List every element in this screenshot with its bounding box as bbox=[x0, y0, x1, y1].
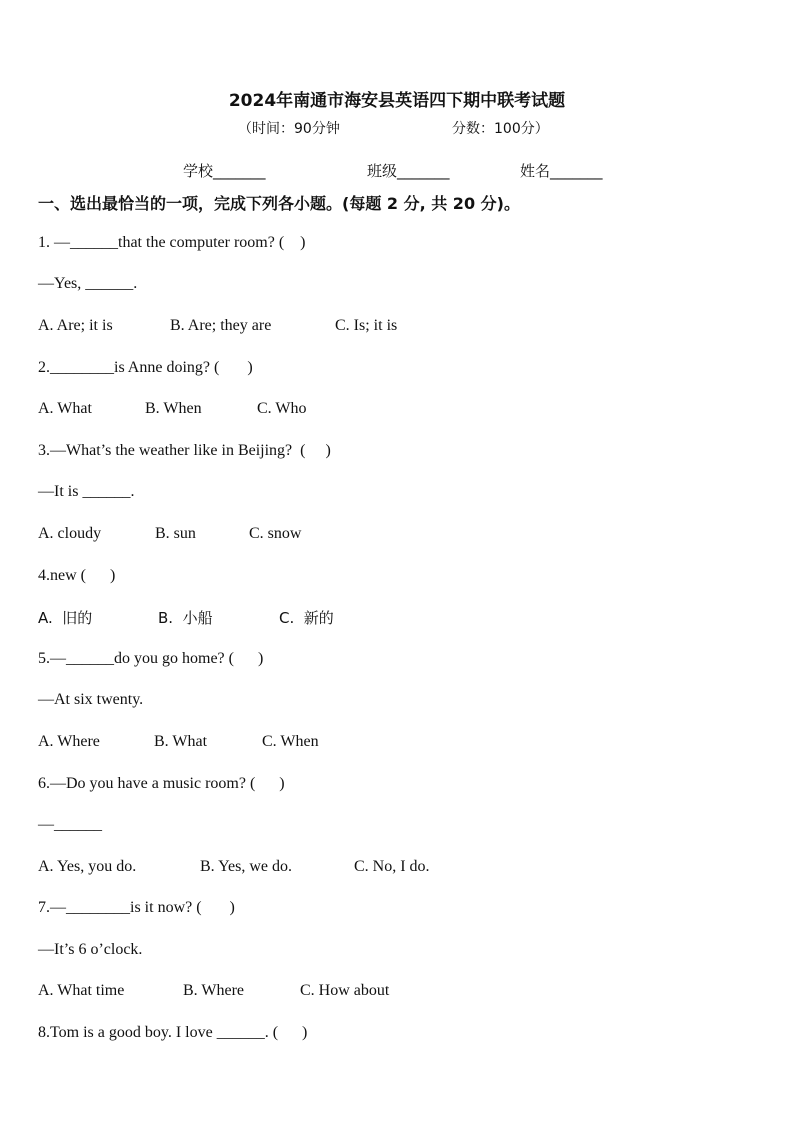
option-a: A. cloudy bbox=[38, 525, 102, 542]
name-field: 姓名_______ bbox=[520, 162, 603, 180]
option-a: A. Where bbox=[38, 733, 100, 750]
question-8-stem: 8.Tom is a good boy. I love ______. ( ) bbox=[38, 1024, 308, 1041]
question-1-stem: 1. —______that the computer room? ( ) bbox=[38, 234, 306, 251]
option-c: C. Is; it is bbox=[335, 317, 398, 334]
section-heading: 一、选出最恰当的一项，完成下列各小题。(每题 2 分, 共 20 分)。 bbox=[38, 194, 520, 213]
class-field: 班级_______ bbox=[367, 162, 450, 180]
option-c: C. snow bbox=[249, 525, 302, 542]
option-c: C. Who bbox=[257, 400, 307, 417]
exam-score: 分数：100分） bbox=[452, 121, 549, 137]
question-3-stem: 3.—What’s the weather like in Beijing? ( ) bbox=[38, 442, 331, 459]
page-title: 2024年南通市海安县英语四下期中联考试题 bbox=[228, 91, 566, 111]
option-b: B. sun bbox=[155, 525, 196, 542]
exam-time: （时间：90分钟 bbox=[238, 121, 340, 137]
option-b: B. Yes, we do. bbox=[200, 858, 293, 875]
option-b: B. Where bbox=[183, 982, 245, 999]
option-a: A. Yes, you do. bbox=[38, 858, 137, 875]
question-5-stem: 5.—______do you go home? ( ) bbox=[38, 650, 264, 667]
option-c: C. When bbox=[262, 733, 319, 750]
question-3-reply: —It is ______. bbox=[38, 483, 135, 500]
option-c: C. 新的 bbox=[279, 609, 334, 627]
question-1-reply: —Yes, ______. bbox=[38, 275, 138, 292]
question-6-reply: —______ bbox=[38, 816, 102, 833]
question-7-stem: 7.—________is it now? ( ) bbox=[38, 899, 235, 916]
option-a: A. Are; it is bbox=[38, 317, 113, 334]
question-6-stem: 6.—Do you have a music room? ( ) bbox=[38, 775, 285, 792]
option-b: B. 小船 bbox=[158, 609, 213, 627]
option-c: C. No, I do. bbox=[354, 858, 430, 875]
option-b: B. Are; they are bbox=[170, 317, 272, 334]
question-5-reply: —At six twenty. bbox=[38, 691, 144, 708]
question-7-reply: —It’s 6 o’clock. bbox=[38, 941, 143, 958]
option-a: A. What time bbox=[38, 982, 125, 999]
school-field: 学校_______ bbox=[183, 162, 266, 180]
question-4-stem: 4.new ( ) bbox=[38, 567, 116, 584]
question-2-stem: 2.________is Anne doing? ( ) bbox=[38, 359, 253, 376]
option-a: A. 旧的 bbox=[38, 609, 93, 627]
option-a: A. What bbox=[38, 400, 92, 417]
option-c: C. How about bbox=[300, 982, 390, 999]
option-b: B. When bbox=[145, 400, 202, 417]
option-b: B. What bbox=[154, 733, 208, 750]
